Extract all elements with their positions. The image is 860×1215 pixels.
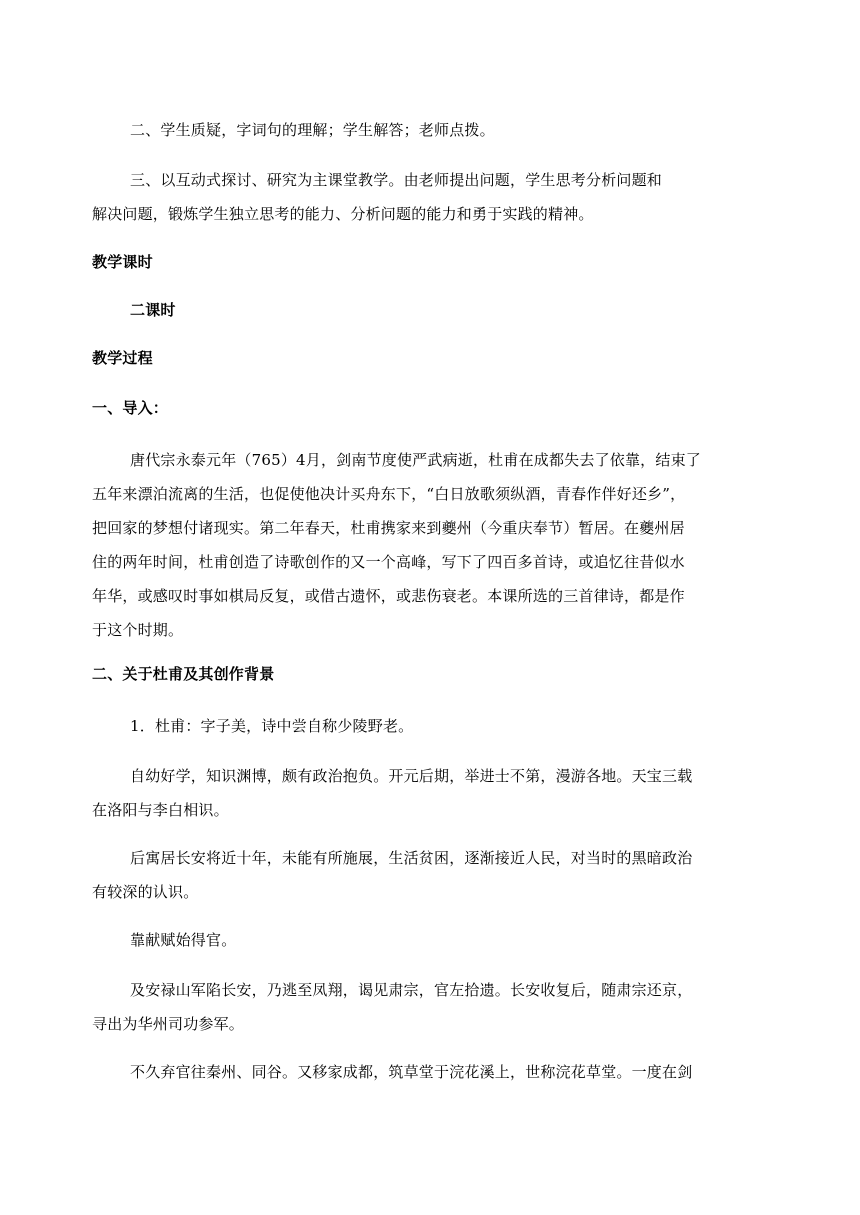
paragraph-student-questions: 二、学生质疑，字词句的理解；学生解答；老师点拨。 xyxy=(130,121,495,139)
paragraph-interactive-teaching-line-2: 解决问题，锻炼学生独立思考的能力、分析问题的能力和勇于实践的精神。 xyxy=(92,205,594,223)
du-fu-chengdu-line: 不久弃官往秦州、同谷。又移家成都，筑草堂于浣花溪上，世称浣花草堂。一度在剑 xyxy=(130,1063,693,1081)
du-fu-name-line: 1．杜甫：字子美，诗中尝自称少陵野老。 xyxy=(130,717,414,735)
du-fu-youth-line-1: 自幼好学，知识渊博，颇有政治抱负。开元后期，举进士不第，漫游各地。天宝三载 xyxy=(130,767,693,785)
du-fu-youth-line-2: 在洛阳与李白相识。 xyxy=(92,801,229,819)
heading-teaching-hours: 教学课时 xyxy=(92,253,153,271)
intro-paragraph-line-3: 把回家的梦想付诸现实。第二年春天，杜甫携家来到夔州（今重庆奉节）暂居。在夔州居 xyxy=(92,519,685,537)
du-fu-changan-line-2: 有较深的认识。 xyxy=(92,883,199,901)
du-fu-changan-line-1: 后寓居长安将近十年，未能有所施展，生活贫困，逐渐接近人民，对当时的黑暗政治 xyxy=(130,849,693,867)
intro-paragraph-line-6: 于这个时期。 xyxy=(92,621,184,639)
intro-paragraph-line-2: 五年来漂泊流离的生活，也促使他决计买舟东下，“白日放歌须纵酒，青春作伴好还乡”， xyxy=(92,485,686,503)
intro-paragraph-line-5: 年华，或感叹时事如棋局反复，或借古遗怀，或悲伤衰老。本课所选的三首律诗，都是作 xyxy=(92,587,685,605)
intro-paragraph-line-1: 唐代宗永泰元年（765）4月，剑南节度使严武病逝，杜甫在成都失去了依靠，结束了 xyxy=(130,451,701,469)
text-two-lessons: 二课时 xyxy=(130,301,176,319)
intro-paragraph-line-4: 住的两年时间，杜甫创造了诗歌创作的又一个高峰，写下了四百多首诗，或追忆往昔似水 xyxy=(92,553,685,571)
du-fu-war-line-1: 及安禄山军陷长安，乃逃至凤翔，谒见肃宗，官左拾遗。长安收复后，随肃宗还京， xyxy=(130,981,693,999)
paragraph-interactive-teaching-line-1: 三、以互动式探讨、研究为主课堂教学。由老师提出问题，学生思考分析问题和 xyxy=(130,171,663,189)
heading-teaching-process: 教学过程 xyxy=(92,349,153,367)
heading-du-fu-background: 二、关于杜甫及其创作背景 xyxy=(92,665,275,683)
du-fu-office-line: 靠献赋始得官。 xyxy=(130,931,237,949)
heading-introduction: 一、导入： xyxy=(92,399,169,417)
du-fu-war-line-2: 寻出为华州司功参军。 xyxy=(92,1015,245,1033)
